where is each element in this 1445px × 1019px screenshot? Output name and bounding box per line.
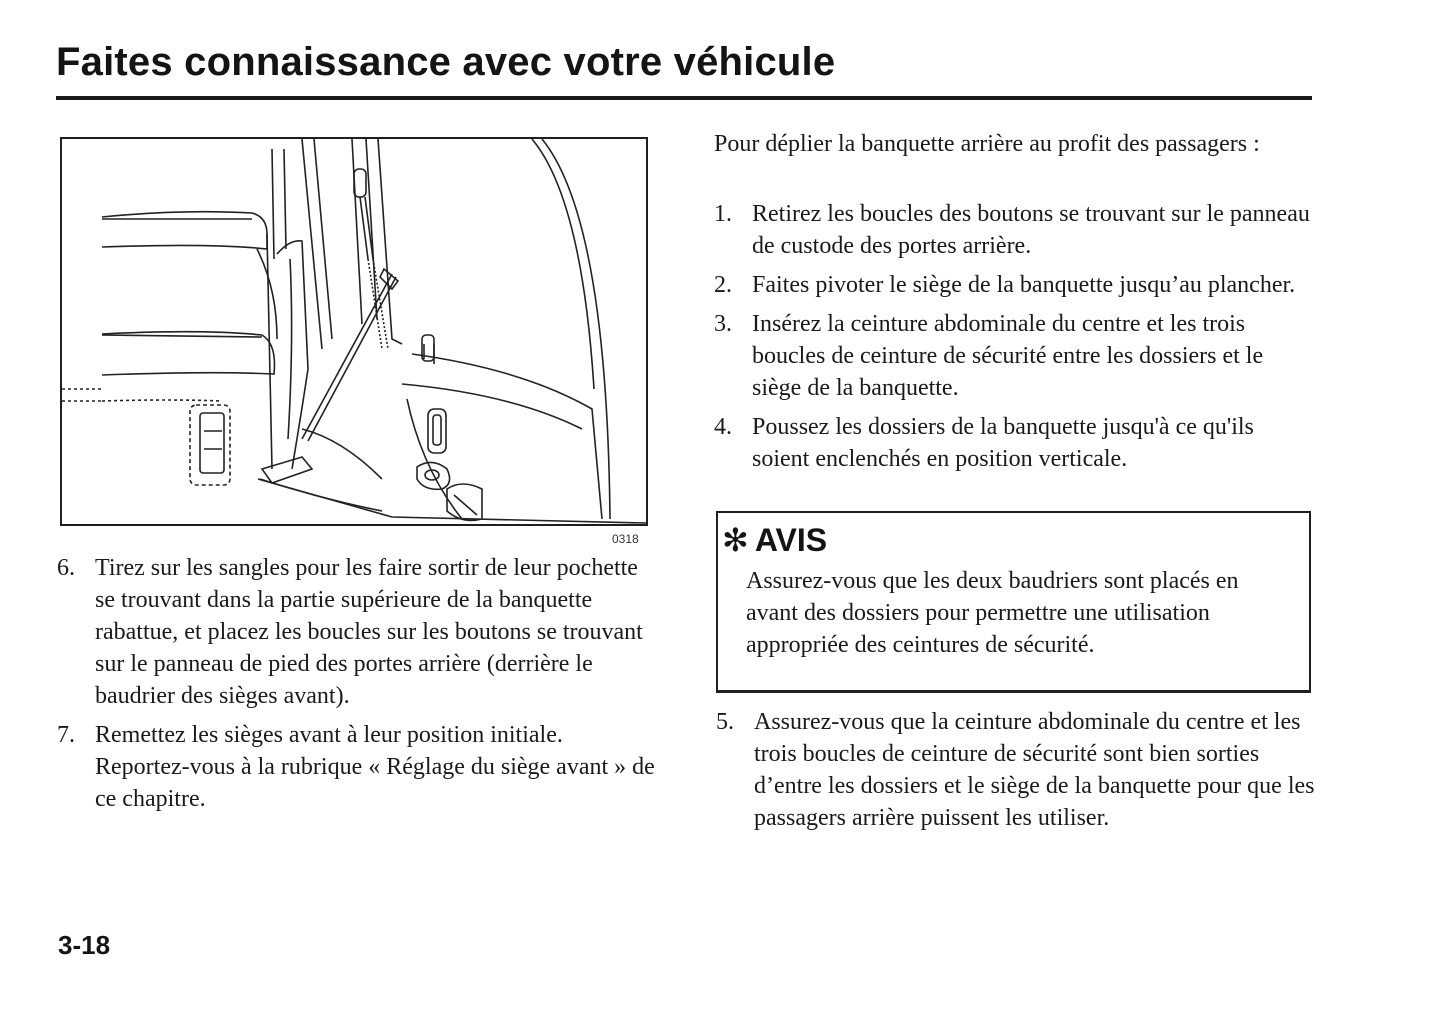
step-number: 4. [714,414,732,440]
steps-list-right [714,198,1314,482]
list-item [716,706,1316,834]
steps-list-right-after [716,706,1316,841]
rear-seat-belt-illustration [62,139,646,524]
page-number: 3-18 [58,930,111,960]
step-text: Tirez sur les sangles pour les faire sortir de leur pochette se trouvant dans la partie supérieure de la banquette rabattue, et placez les boucles sur les boutons se trouvant sur le panneau de pied des portes arrière (derrière le baudrier des sièges avant). [95,555,643,709]
step-text: Insérez la ceinture abdominale du centre et les trois boucles de ceinture de sécurité entre les dossiers et le siège de la banquette. [752,311,1264,401]
figure-code: 0318 [612,532,639,546]
step-text: Assurez-vous que la ceinture abdominale du centre et les trois boucles de ceinture de sécurité sont bien sorties d’entre les dossiers et le siège de la banquette pour que les passagers arrière puissent les utiliser. [754,709,1315,831]
steps-list-left [57,552,657,822]
seat-belt-figure [60,137,648,526]
list-item [714,198,1314,262]
step-text: Retirez les boucles des boutons se trouvant sur le panneau de custode des portes arrière. [752,201,1310,259]
notice-title: AVIS [754,522,828,558]
notice-box [716,511,1311,693]
step-text: Poussez les dossiers de la banquette jusqu'à ce qu'ils soient enclenchés en position verticale. [752,414,1254,472]
intro-paragraph: Pour déplier la banquette arrière au profit des passagers : [714,131,1260,157]
list-item [57,552,657,712]
step-text: Faites pivoter le siège de la banquette jusqu’au plancher. [752,272,1296,298]
step-number: 6. [57,555,75,581]
step-number: 7. [57,722,75,748]
step-number: 3. [714,311,732,337]
notice-heading [722,521,827,559]
step-number: 2. [714,272,732,298]
list-item [714,411,1314,475]
asterisk-icon: ✻ [722,522,749,558]
list-item [57,719,657,815]
notice-text: Assurez-vous que les deux baudriers sont placés en avant des dossiers pour permettre une utilisation appropriée des ceintures de sécurité. [746,568,1239,658]
list-item [714,269,1314,301]
step-number: 1. [714,201,732,227]
step-number: 5. [716,709,734,735]
page-title: Faites connaissance avec votre véhicule [56,40,836,84]
step-text: Remettez les sièges avant à leur position initiale. Reportez-vous à la rubrique « Réglage du siège avant » de ce chapitre. [95,722,655,812]
list-item [714,308,1314,404]
title-rule [56,96,1312,100]
